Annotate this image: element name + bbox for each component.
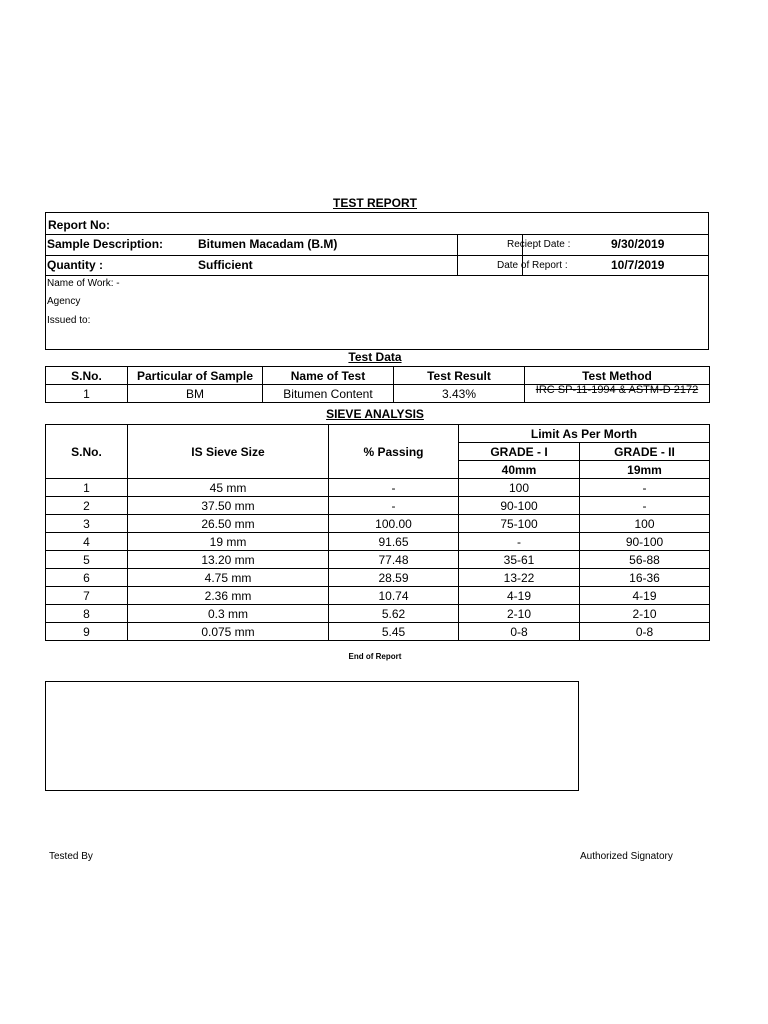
table-cell: 0-8 xyxy=(459,623,580,641)
table-cell: 3 xyxy=(46,515,128,533)
authorized-signatory-label: Authorized Signatory xyxy=(580,851,673,862)
table-row xyxy=(46,497,710,515)
quantity-label: Quantity : xyxy=(47,258,103,272)
column-header: Limit As Per Morth xyxy=(459,425,710,443)
report-header-box xyxy=(45,212,709,350)
table-row xyxy=(46,385,710,403)
test-method-value: IRC SP-11-1994 & ASTM-D 2172 xyxy=(535,384,699,396)
sieve-analysis-title: SIEVE ANALYSIS xyxy=(326,407,424,421)
issued-to-label: Issued to: xyxy=(47,315,91,326)
sample-description-value: Bitumen Macadam (B.M) xyxy=(198,237,338,251)
divider xyxy=(45,255,709,256)
column-header: Particular of Sample xyxy=(128,367,263,385)
report-title: TEST REPORT xyxy=(332,196,417,210)
table-cell: 90-100 xyxy=(459,497,580,515)
table-cell: 91.65 xyxy=(329,533,459,551)
table-cell: 19 mm xyxy=(128,533,329,551)
quantity-value: Sufficient xyxy=(198,258,253,272)
table-cell: 4-19 xyxy=(459,587,580,605)
table-cell: - xyxy=(329,497,459,515)
report-date-value: 10/7/2019 xyxy=(611,258,665,272)
table-cell: - xyxy=(580,479,710,497)
table-cell: 2 xyxy=(46,497,128,515)
test-data-table xyxy=(45,366,710,403)
table-cell: 100.00 xyxy=(329,515,459,533)
remarks-box xyxy=(45,681,579,791)
agency-label: Agency xyxy=(47,296,81,307)
table-cell: 0.3 mm xyxy=(128,605,329,623)
column-header: 19mm xyxy=(580,461,710,479)
column-header: S.No. xyxy=(46,367,128,385)
receipt-date-label: Reciept Date : xyxy=(507,239,571,250)
table-cell: 1 xyxy=(46,479,128,497)
table-cell: 0-8 xyxy=(580,623,710,641)
test-data-title: Test Data xyxy=(348,350,402,364)
table-cell: 13.20 mm xyxy=(128,551,329,569)
table-cell: 5 xyxy=(46,551,128,569)
divider xyxy=(457,234,458,275)
column-header: S.No. xyxy=(46,425,128,479)
column-header: GRADE - II xyxy=(580,443,710,461)
column-header: Test Method xyxy=(525,367,710,385)
table-cell: 9 xyxy=(46,623,128,641)
report-date-label: Date of Report : xyxy=(497,260,568,271)
table-cell: 37.50 mm xyxy=(128,497,329,515)
report-no-label: Report No: xyxy=(48,218,110,232)
table-cell: 10.74 xyxy=(329,587,459,605)
table-header-row xyxy=(46,425,710,443)
table-cell: 0.075 mm xyxy=(128,623,329,641)
table-cell: 90-100 xyxy=(580,533,710,551)
column-header: 40mm xyxy=(459,461,580,479)
table-cell: 75-100 xyxy=(459,515,580,533)
table-cell: - xyxy=(459,533,580,551)
table-cell: 7 xyxy=(46,587,128,605)
table-cell: 5.62 xyxy=(329,605,459,623)
table-cell: Bitumen Content xyxy=(263,385,394,403)
table-cell: 100 xyxy=(459,479,580,497)
table-cell: 28.59 xyxy=(329,569,459,587)
table-row xyxy=(46,479,710,497)
sieve-analysis-table xyxy=(45,424,710,641)
table-row xyxy=(46,623,710,641)
table-cell: 45 mm xyxy=(128,479,329,497)
table-cell: 4.75 mm xyxy=(128,569,329,587)
table-row xyxy=(46,515,710,533)
tested-by-label: Tested By xyxy=(49,851,93,862)
divider xyxy=(45,275,709,276)
table-cell: 4-19 xyxy=(580,587,710,605)
column-header: IS Sieve Size xyxy=(128,425,329,479)
sample-description-label: Sample Description: xyxy=(47,237,164,251)
table-cell xyxy=(525,385,710,403)
table-cell: 6 xyxy=(46,569,128,587)
table-cell: 3.43% xyxy=(394,385,525,403)
table-row xyxy=(46,533,710,551)
table-cell: 13-22 xyxy=(459,569,580,587)
table-cell: 2-10 xyxy=(459,605,580,623)
table-cell: 4 xyxy=(46,533,128,551)
table-cell: 2-10 xyxy=(580,605,710,623)
table-cell: 56-88 xyxy=(580,551,710,569)
table-cell: 35-61 xyxy=(459,551,580,569)
column-header: GRADE - I xyxy=(459,443,580,461)
name-of-work-label: Name of Work: - xyxy=(47,278,120,289)
table-row xyxy=(46,587,710,605)
table-cell: 100 xyxy=(580,515,710,533)
table-cell: 77.48 xyxy=(329,551,459,569)
table-cell: 1 xyxy=(46,385,128,403)
table-cell: 5.45 xyxy=(329,623,459,641)
table-row xyxy=(46,605,710,623)
table-cell: 26.50 mm xyxy=(128,515,329,533)
table-cell: 8 xyxy=(46,605,128,623)
table-cell: - xyxy=(580,497,710,515)
table-cell: BM xyxy=(128,385,263,403)
column-header: % Passing xyxy=(329,425,459,479)
table-header-row xyxy=(46,367,710,385)
divider xyxy=(45,234,709,235)
table-cell: 2.36 mm xyxy=(128,587,329,605)
table-row xyxy=(46,569,710,587)
table-cell: 16-36 xyxy=(580,569,710,587)
end-of-report: End of Report xyxy=(348,652,402,661)
table-cell: - xyxy=(329,479,459,497)
receipt-date-value: 9/30/2019 xyxy=(611,237,665,251)
column-header: Name of Test xyxy=(263,367,394,385)
table-row xyxy=(46,551,710,569)
column-header: Test Result xyxy=(394,367,525,385)
